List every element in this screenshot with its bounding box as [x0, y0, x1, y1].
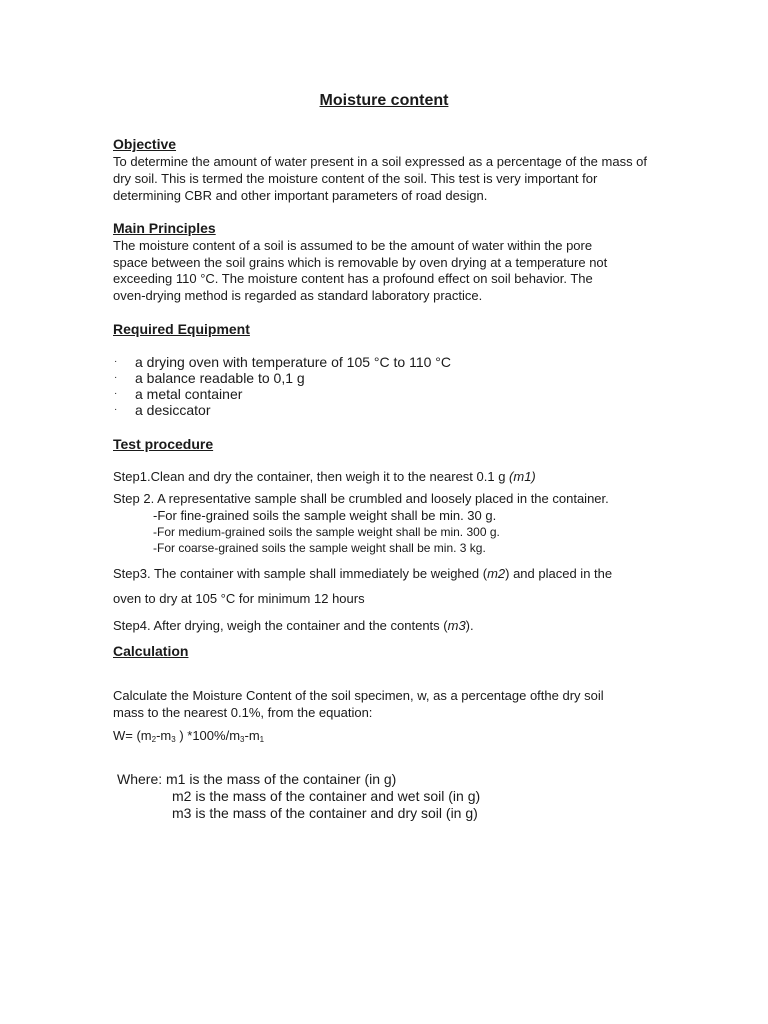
page-title: Moisture content: [319, 92, 449, 109]
step3-after: ) and placed in the: [505, 566, 613, 581]
formula: [113, 728, 264, 744]
step3-line2: oven to dry at 105 °C for minimum 12 hours: [113, 591, 365, 606]
bullet-icon: ·: [114, 356, 118, 367]
objective-line: determining CBR and other important parameters of road design.: [113, 188, 488, 203]
formula-part: -m: [156, 728, 172, 743]
where-line: Where: m1 is the mass of the container (in g): [117, 771, 397, 787]
step1-line: [113, 469, 536, 484]
equipment-item: a drying oven with temperature of 105 °C to 110 °C: [135, 354, 451, 370]
procedure-heading: Test procedure: [113, 436, 214, 452]
principles-line: The moisture content of a soil is assumed to be the amount of water within the pore: [113, 238, 593, 253]
step1-text: Step1.Clean and dry the container, then weigh it to the nearest 0.1 g: [113, 469, 510, 484]
bullet-icon: ·: [114, 372, 118, 383]
step2-line: Step 2. A representative sample shall be crumbled and loosely placed in the container.: [113, 491, 609, 506]
principles-line: oven-drying method is regarded as standard laboratory practice.: [113, 288, 483, 303]
equipment-item: a balance readable to 0,1 g: [135, 370, 305, 386]
formula-subscript: 2: [151, 735, 157, 744]
equipment-item: a metal container: [135, 386, 243, 402]
step1-var: (m1): [509, 469, 536, 484]
step4-before: Step4. After drying, weigh the container and the contents (: [113, 618, 448, 633]
where-line: m3 is the mass of the container and dry soil (in g): [172, 805, 478, 821]
equipment-item: a desiccator: [135, 402, 211, 418]
step3-var: m2: [487, 566, 506, 581]
principles-line: exceeding 110 °C. The moisture content has a profound effect on soil behavior. The: [113, 271, 593, 286]
formula-part: -m: [244, 728, 260, 743]
formula-subscript: 1: [259, 735, 265, 744]
bullet-icon: ·: [114, 404, 118, 415]
step2-sub-line: -For fine-grained soils the sample weight shall be min. 30 g.: [153, 508, 497, 523]
calculation-heading: Calculation: [113, 643, 189, 659]
step4-var: m3: [447, 618, 466, 633]
step4-line: [113, 618, 474, 633]
step2-sub-line: -For medium-grained soils the sample weight shall be min. 300 g.: [153, 525, 500, 539]
calculation-line: Calculate the Moisture Content of the soil specimen, w, as a percentage ofthe dry soil: [113, 688, 604, 703]
principles-heading: Main Principles: [113, 220, 216, 236]
formula-part: W= (m: [113, 728, 152, 743]
step4-after: ).: [465, 618, 474, 633]
formula-subscript: 3: [171, 735, 176, 744]
step2-sub-line: -For coarse-grained soils the sample weight shall be min. 3 kg.: [153, 541, 486, 555]
objective-line: dry soil. This is termed the moisture content of the soil. This test is very important for: [113, 171, 598, 186]
objective-heading: Objective: [113, 136, 177, 152]
equipment-heading: Required Equipment: [113, 321, 250, 337]
calculation-line: mass to the nearest 0.1%, from the equation:: [113, 705, 373, 720]
bullet-icon: ·: [114, 388, 118, 399]
formula-subscript: 3: [240, 735, 245, 744]
step3-line: [113, 566, 612, 581]
objective-line: To determine the amount of water present in a soil expressed as a percentage of the mass of: [113, 154, 648, 169]
formula-part: ) *100%/m: [175, 728, 241, 743]
where-line: m2 is the mass of the container and wet soil (in g): [172, 788, 481, 804]
principles-line: space between the soil grains which is removable by oven drying at a temperature not: [113, 255, 608, 270]
step3-before: Step3. The container with sample shall immediately be weighed (: [113, 566, 488, 581]
